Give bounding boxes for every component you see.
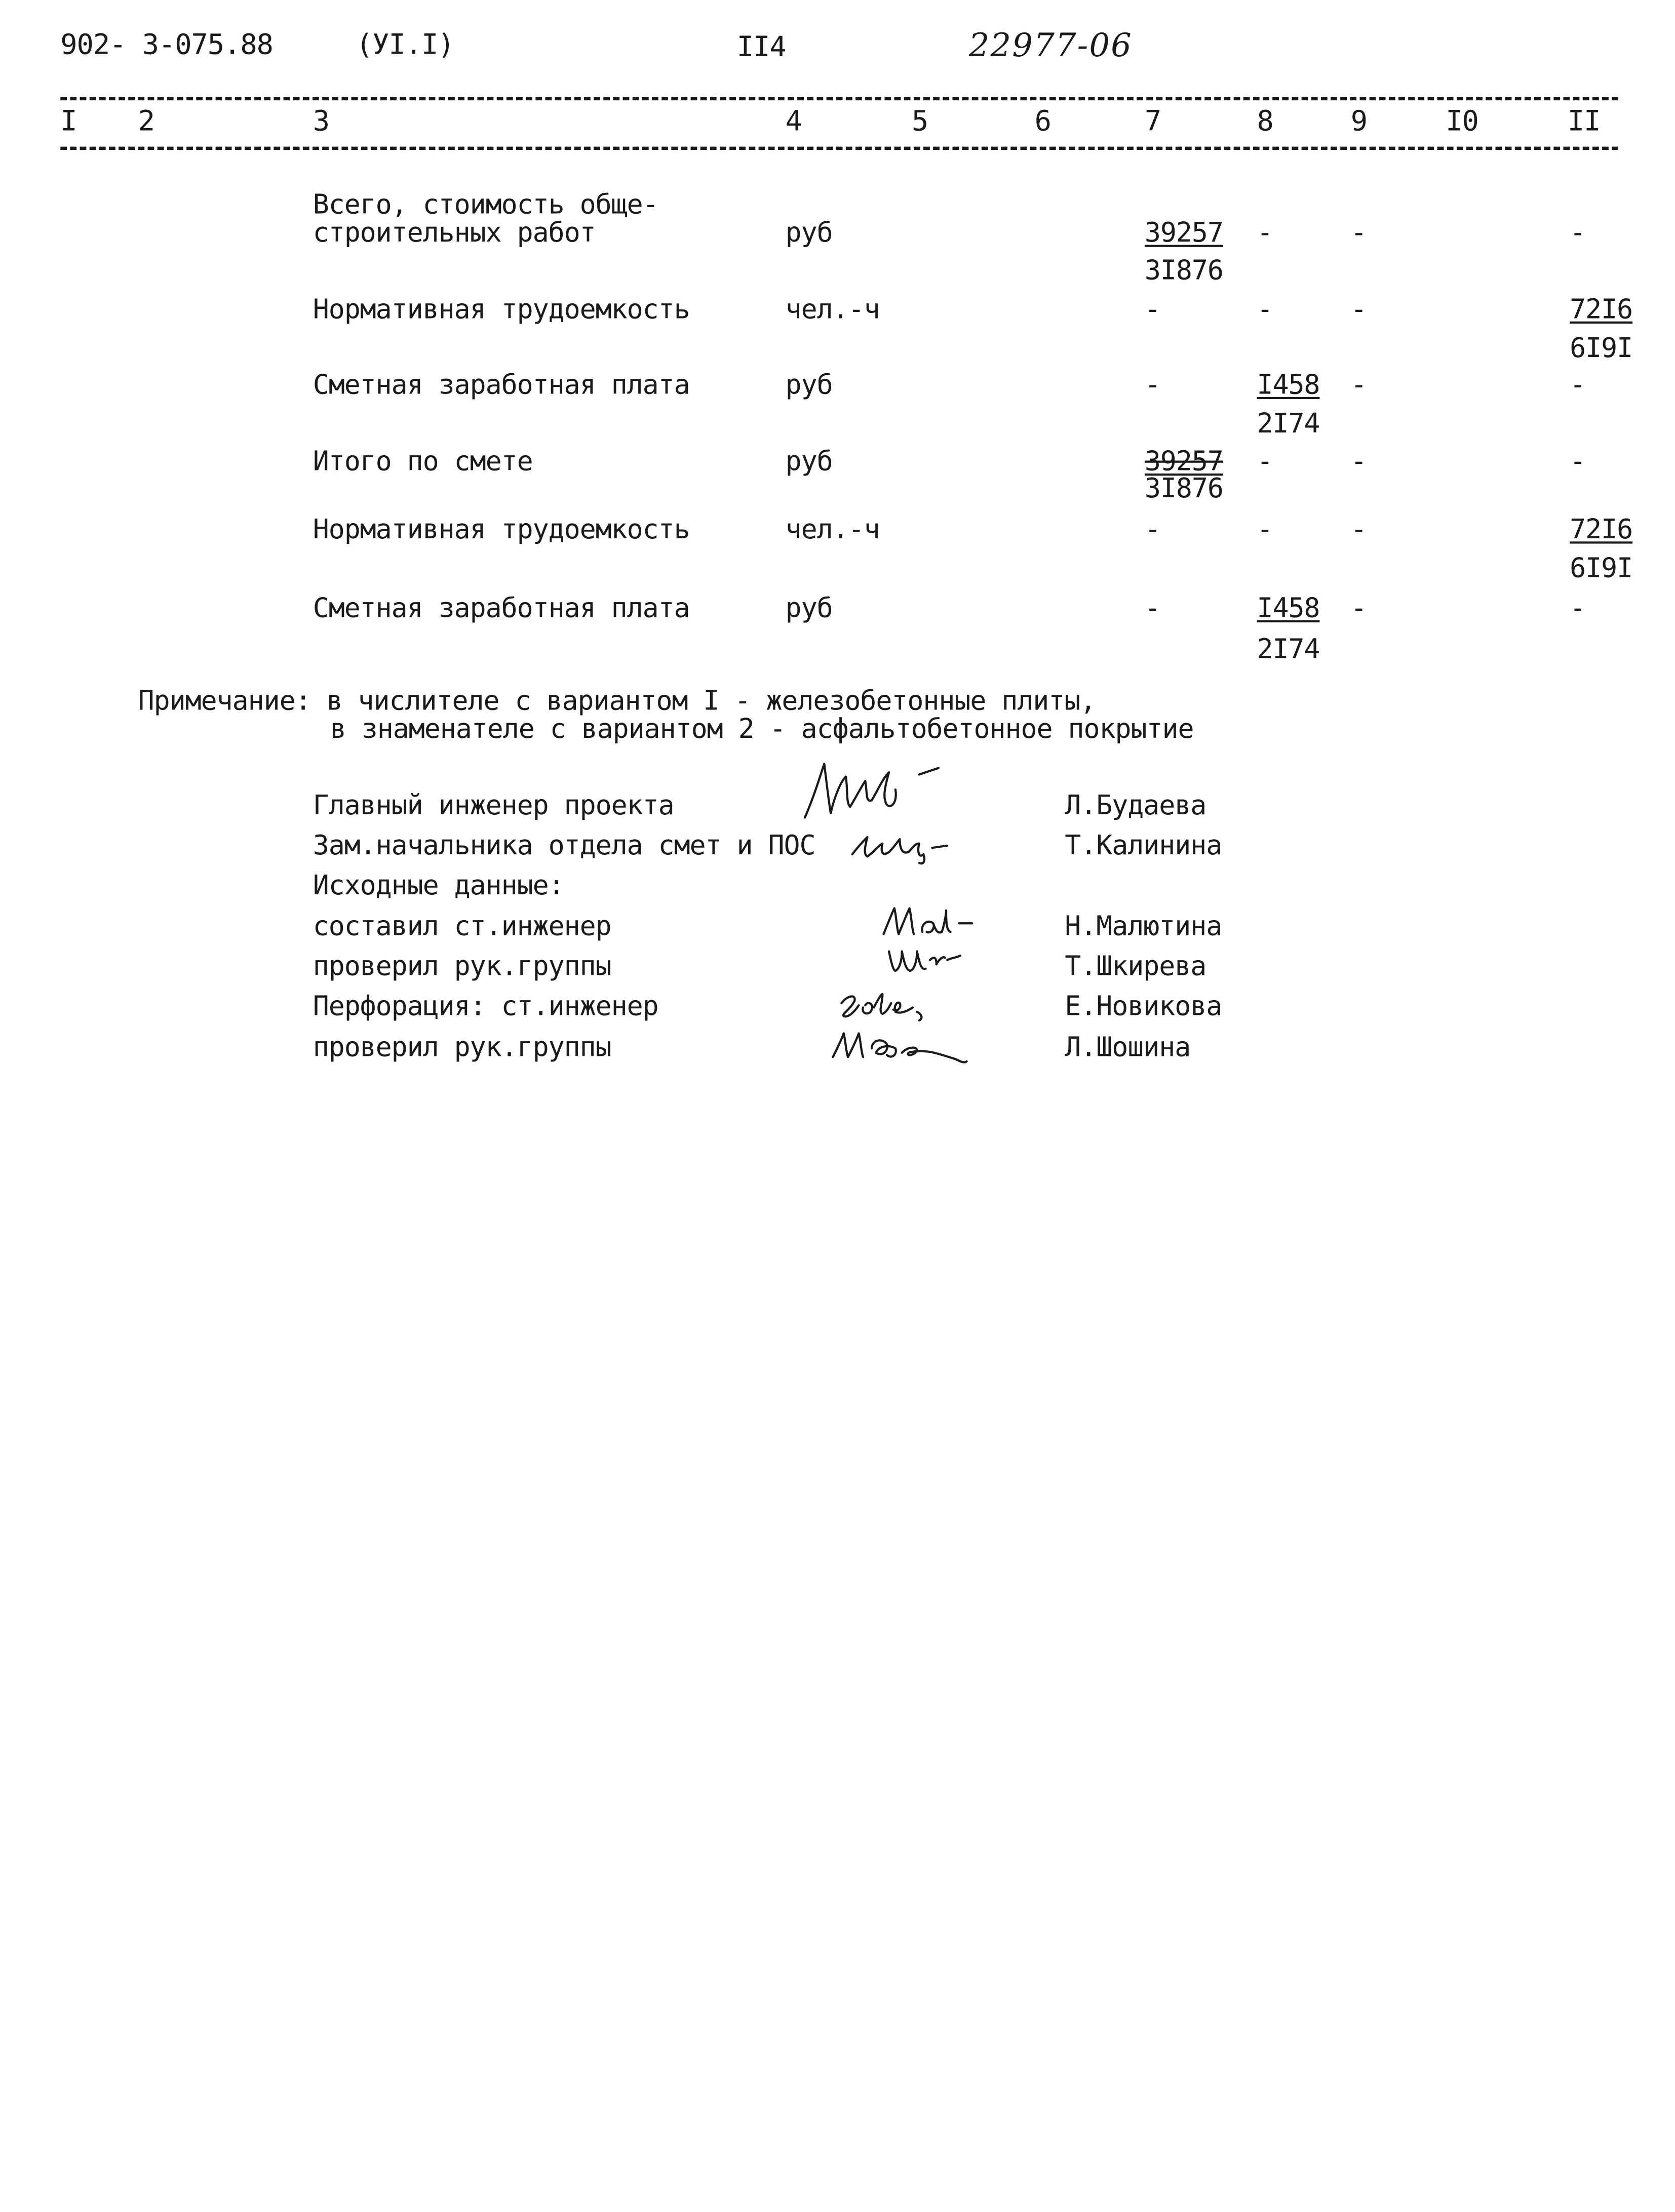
- row2-unit: чел.-ч: [785, 293, 880, 325]
- row6-col7: -: [1144, 592, 1160, 624]
- page-number: II4: [736, 31, 786, 64]
- section-code: (УI.I): [356, 29, 454, 62]
- row1-col8: -: [1257, 217, 1273, 248]
- row1-unit: руб: [785, 217, 833, 248]
- row3-col7: -: [1144, 369, 1160, 401]
- sign-name-novikova: Е.Новикова: [1065, 990, 1222, 1022]
- signature-deputy-head: [848, 831, 956, 867]
- header-rule-top: [60, 97, 1618, 100]
- row2-col11-denominator: 6I9I: [1570, 332, 1633, 364]
- row2-name: Нормативная трудоемкость: [313, 293, 690, 325]
- row2-col8: -: [1257, 293, 1273, 325]
- row3-name: Сметная заработная плата: [313, 369, 690, 401]
- row4-col11: -: [1570, 445, 1586, 477]
- col-header-2: 2: [138, 105, 154, 138]
- row5-name: Нормативная трудоемкость: [313, 513, 690, 545]
- row5-unit: чел.-ч: [785, 513, 880, 545]
- sign-role-deputy-head: Зам.начальника отдела смет и ПОС: [313, 829, 815, 861]
- sign-role-perforation: Перфорация: ст.инженер: [313, 990, 658, 1022]
- sign-name-malyutina: Н.Малютина: [1065, 910, 1222, 942]
- row5-col7: -: [1144, 513, 1160, 545]
- row6-col11: -: [1570, 592, 1586, 624]
- row5-col9: -: [1350, 513, 1367, 545]
- row1-col9: -: [1350, 217, 1367, 248]
- row4-col7-denominator: 3I876: [1144, 472, 1223, 504]
- row4-col7-numerator: 39257: [1144, 445, 1223, 477]
- sign-name-shkireva: Т.Шкирева: [1065, 950, 1206, 982]
- note-line1: Примечание: в числителе с вариантом I - железобетонные плиты,: [138, 685, 1096, 717]
- handwritten-number: 22977-06: [968, 27, 1133, 65]
- row2-col9: -: [1350, 293, 1367, 325]
- row4-unit: руб: [785, 445, 833, 477]
- sign-section-source-data: Исходные данные:: [313, 869, 564, 901]
- row4-col8: -: [1257, 445, 1273, 477]
- sign-role-compiled: составил ст.инженер: [313, 910, 611, 942]
- col-header-11: II: [1567, 105, 1601, 138]
- row6-unit: руб: [785, 592, 833, 624]
- sign-role-checked-1: проверил рук.группы: [313, 950, 611, 982]
- doc-code: 902- 3-075.88: [60, 29, 273, 62]
- col-header-9: 9: [1350, 105, 1368, 138]
- signature-checked-1: [885, 940, 965, 979]
- row3-col8-numerator: I458: [1257, 369, 1320, 401]
- sign-name-kalinina: Т.Калинина: [1065, 829, 1222, 861]
- header-rule-bottom: [60, 147, 1618, 150]
- row3-unit: руб: [785, 369, 833, 401]
- row1-name-line2: строительных работ: [313, 217, 596, 248]
- row3-col9: -: [1350, 369, 1367, 401]
- col-header-10: I0: [1446, 105, 1478, 138]
- col-header-1: I: [60, 105, 77, 138]
- row6-col9: -: [1350, 592, 1367, 624]
- row6-col8-denominator: 2I74: [1257, 633, 1320, 665]
- sign-role-chief-engineer: Главный инженер проекта: [313, 789, 674, 821]
- row6-name: Сметная заработная плата: [313, 592, 690, 624]
- row3-col11: -: [1570, 369, 1586, 401]
- row4-col9: -: [1350, 445, 1367, 477]
- row5-col11-numerator: 72I6: [1570, 513, 1633, 545]
- row1-name-line1: Всего, стоимость обще-: [313, 188, 658, 220]
- sign-name-budaeva: Л.Будаева: [1065, 789, 1206, 821]
- row5-col11-denominator: 6I9I: [1570, 552, 1633, 584]
- signature-compiled: [879, 902, 977, 941]
- signature-checked-2: [827, 1025, 976, 1066]
- col-header-5: 5: [911, 105, 928, 138]
- row2-col11-numerator: 72I6: [1570, 293, 1633, 325]
- row6-col8-numerator: I458: [1257, 592, 1320, 624]
- sign-role-checked-2: проверил рук.группы: [313, 1031, 611, 1063]
- row2-col7: -: [1144, 293, 1160, 325]
- row1-col11: -: [1570, 217, 1586, 248]
- row5-col8: -: [1257, 513, 1273, 545]
- col-header-6: 6: [1034, 105, 1051, 138]
- sign-name-shoshina: Л.Шошина: [1065, 1031, 1191, 1063]
- row1-col7-denominator: 3I876: [1144, 254, 1223, 286]
- signature-chief-engineer: [798, 757, 949, 824]
- col-header-8: 8: [1257, 105, 1273, 138]
- col-header-4: 4: [785, 105, 802, 138]
- row3-col8-denominator: 2I74: [1257, 408, 1320, 439]
- note-line2: в знаменателе с вариантом 2 - асфальтобетонное покрытие: [330, 713, 1194, 744]
- signature-perforation: [835, 986, 948, 1022]
- col-header-7: 7: [1144, 105, 1161, 138]
- row1-col7-numerator: 39257: [1144, 217, 1223, 248]
- row4-name: Итого по смете: [313, 445, 533, 477]
- col-header-3: 3: [313, 105, 329, 138]
